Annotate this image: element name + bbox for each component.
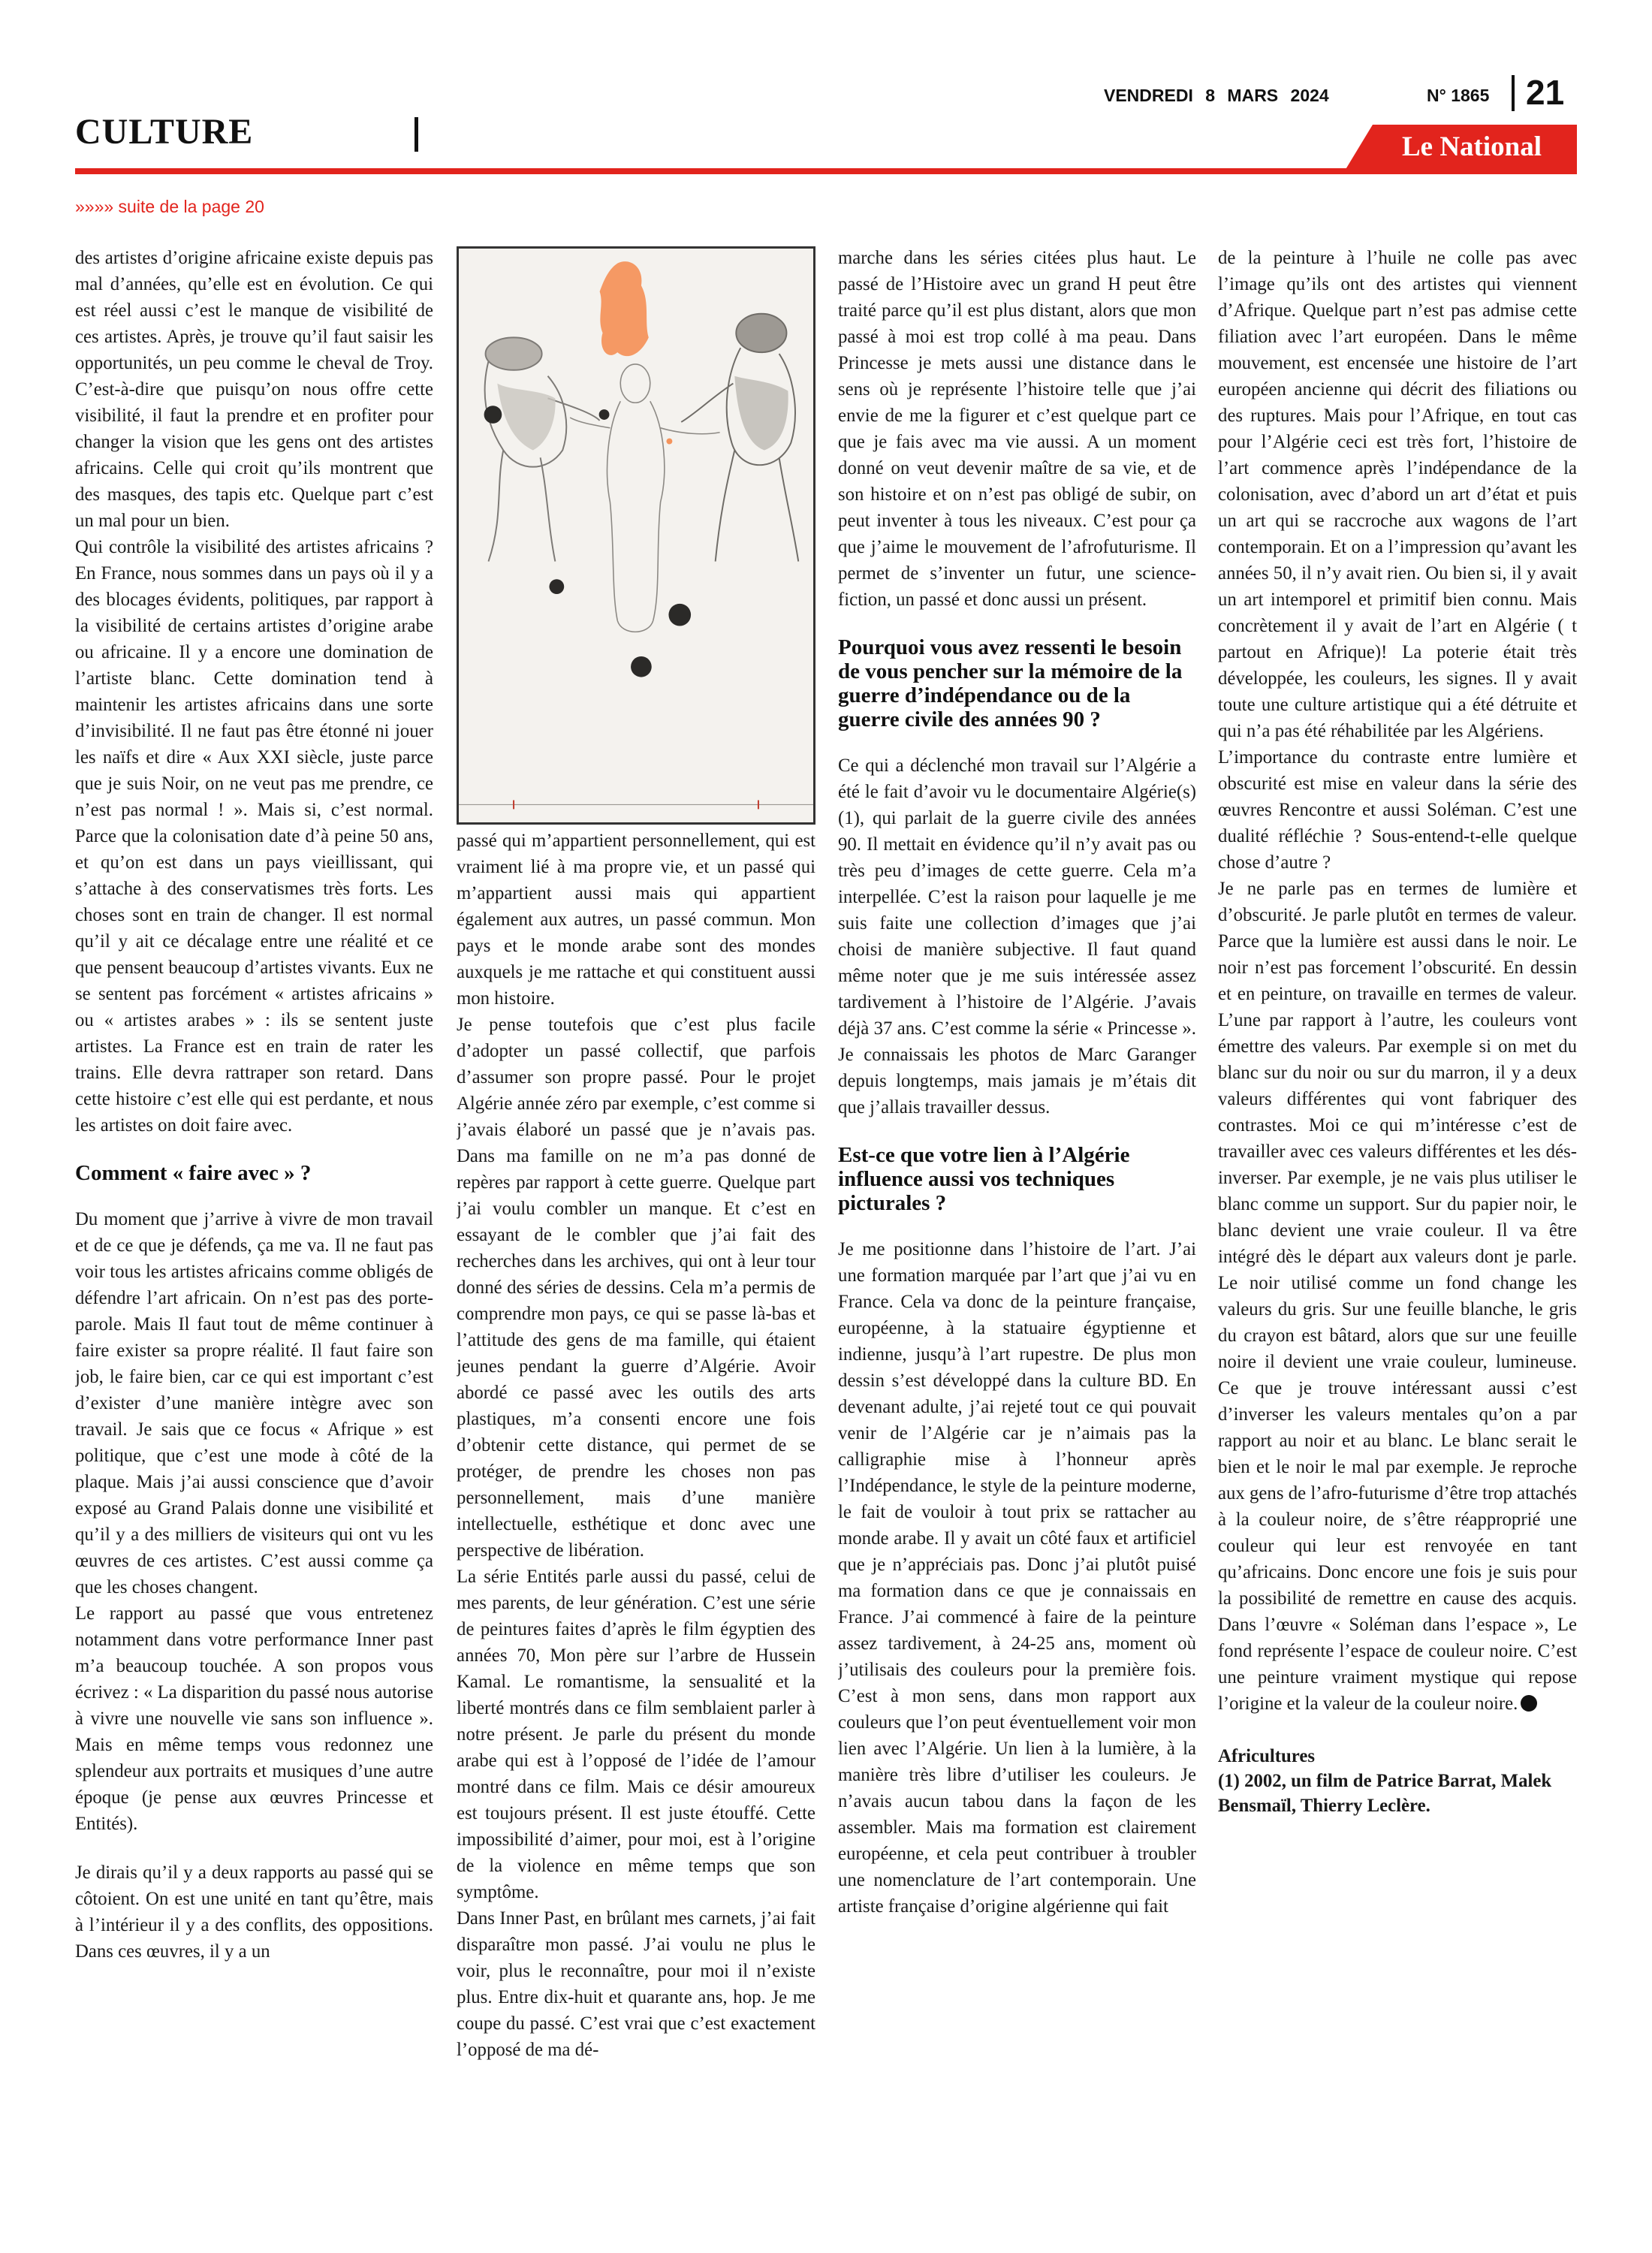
continued-from-link[interactable]: »»»» suite de la page 20 [75, 197, 264, 216]
paragraph: La série Entités parle aussi du passé, celui de mes parents, de leur génération. C’est une série de peintures faites d’après le film égyptien des années 70, Mon père sur l’arbre de Hussein Kamal. Le romantisme, la sensualité et la liberté montrés dans ce film semblaient parler à notre présent. Je parle du présent du monde arabe qui est à l’opposé de l’idée de l’amour montré dans ce film. Mais ce désir amoureux est toujours présent. Il est juste étouffé. Cette impossibilité d’aimer, pour moi, est à l’origine de la violence en même temps que son symptôme. [457, 1567, 815, 1902]
issue-date: VENDREDI 8 MARS 2024 [1104, 86, 1329, 105]
article-column-2 [457, 828, 815, 2217]
paragraph: Le rapport au passé que vous entretenez notamment dans votre performance Inner past m’a beaucoup touchée. A son propos vous écrivez : « La disparition du passé nous autorise à vivre une nouvelle vie sans son influence ». Mais en même temps vous redonnez une splendeur aux portraits et musiques d’une autre époque (je pense aux œuvres Princesse et Entités). [75, 1603, 433, 1834]
paragraph [1218, 876, 1577, 1717]
paragraph: Je pense toutefois que c’est plus facile d’adopter un passé collectif, que parfois d’assumer son propre passé. Pour le projet Algérie année zéro par exemple, c’est comme si j’avais élaboré un passé que je n’avais pas. Dans ma famille on ne m’a pas donné de repères par rapport à cette guerre. Quelque part j’ai voulu combler un manque. Et c’est en essayant de le combler que j’ai fait des recherches dans les archives, qui ont à leur tour donné des séries de dessins. Cela m’a permis de comprendre mon pays, ce qui se passe là-bas et l’attitude des gens de ma famille, qui étaient jeunes pendant la guerre d’Algérie. Avoir abordé ce passé avec les outils des arts plastiques, m’a consenti encore une fois d’obtenir cette distance, qui permet de se protéger, de prendre les choses non pas personnellement, mais d’une manière intellectuelle, esthétique et donc avec une perspective de libération. [457, 1015, 815, 1561]
paragraph: Ce qui a déclenché mon travail sur l’Algérie a été le fait d’avoir vu le documentaire Algérie(s) (1), qui parlait de la guerre civile des années 90. Il mettait en évidence qu’il n’y avait pas ou très peu d’images de cette guerre. Cela m’a interpellée. C’est la raison pour laquelle je me suis faite une collection d’images que j’ai choisi de manière subjective. Il faut quand même noter que je me suis intéressée assez tardivement à l’histoire de l’Algérie. J’avais déjà 37 ans. C’est comme la série « Princesse ». Je connaissais les photos de Marc Garanger depuis longtemps, mais jamais je m’étais dit que j’allais travailler dessus. [838, 756, 1196, 1117]
article-credits [1218, 1744, 1577, 1818]
paragraph: Du moment que j’arrive à vivre de mon travail et de ce que je défends, ça me va. Il ne faut pas voir tous les artistes africains comme obligés de défendre l’art africain. On n’est pas des porte-parole. Mais Il faut tout de même continuer à faire exister sa propre réalité. Il faut faire son job, le faire bien, car ce qui est important c’est d’exister d’une manière intègre avec son travail. Je sais que ce focus « Afrique » est politique, que c’est une mode à côté de la plaque. Mais j’ai aussi conscience que d’avoir exposé au Grand Palais donne une visibilité et qu’il y a des milliers de visiteurs qui ont vu les œuvres de ces artistes. C’est aussi comme ça que les choses changent. [75, 1209, 433, 1597]
page-number-divider [1512, 75, 1515, 111]
page-number: 21 [1526, 73, 1565, 112]
paragraph: L’importance du contraste entre lumière et obscurité est mise en valeur dans la série des œuvres Rencontre et aussi Soléman. C’est une dualité réfléchie ? Sous-entend-t-elle quelque chose d’autre ? [1218, 747, 1577, 873]
artwork-image [457, 246, 815, 825]
paragraph: des artistes d’origine africaine existe depuis pas mal d’années, qu’elle est en évolution. Ce qui est réel aussi c’est le manque de visibilité de ces artistes. Après, je trouve qu’il faut saisir les opportunités, un peu comme le cheval de Troy. C’est-à-dire que puisqu’on nous offre cette visibilité, il faut la prendre et en profiter pour changer la vision que les gens ont des artistes africains. Celle qui croit qu’ils montrent que des masques, des tapis etc. Quelque part c’est un mal pour un bien. [75, 248, 433, 531]
issue-number: N° 1865 [1427, 86, 1490, 105]
question-heading: Est-ce que votre lien à l’Algérie influence aussi vos techniques picturales ? [838, 1143, 1130, 1215]
paragraph: Je me positionne dans l’histoire de l’art. J’ai une formation marquée par l’art que j’ai vu en France. Cela va donc de la peinture française, européenne, à la statuaire égyptienne et indienne, jusqu’à l’art rupestre. De plus mon dessin s’est développé dans la culture BD. En devenant adulte, j’ai rejeté tout ce qui pouvait venir de l’Algérie car je n’aimais pas la calligraphie mise à l’honneur après l’Indépendance, le style de la peinture moderne, le fait de vouloir à tout prix se rattacher au monde arabe. Il y avait un côté faux et artificiel que je n’appréciais pas. Donc j’ai plutôt puisé ma formation dans ce que je connaissais en France. J’ai commencé à faire de la peinture assez tardivement, à 24-25 ans, moment où j’utilisais des couleurs pour la première fois. C’est à mon sens, dans mon rapport aux couleurs que l’on peut éventuellement voir mon lien avec l’Algérie. Un lien à la lumière, à la manière très libre d’utiliser les couleurs. Je n’avais aucun tabou dans la façon de les assembler. Mais ma formation est clairement européenne, et cela peut contribuer à troubler une nomenclature de l’art contemporain. Une artiste française d’origine algérienne qui fait [838, 1239, 1196, 1917]
question-heading: Comment « faire avec » ? [75, 1161, 312, 1185]
paragraph: Qui contrôle la visibilité des artistes africains ? En France, nous sommes dans un pays où il y a des blocages évidents, politiques, par rapport à la visibilité de certains artistes d’origine arabe ou africaine. Il y a encore une domination de l’artiste blanc. Cette domination tend à maintenir les artistes africains dans une sorte d’invisibilité. Il ne faut pas être étonné ni jouer les naïfs et dire « Aux XXI siècle, juste parce que je suis Noir, on ne veut pas me prendre, ce n’est pas normal ! ». Mais si, c’est normal. Parce que la colonisation date d’à peine 50 ans, et qu’on est dans un pays vieillissant, qui s’attache à des conservatismes très forts. Les choses sont en train de changer. Il est normal qu’il y ait ce décalage entre une réalité et ce que pensent beaucoup d’artistes vivants. Eux ne se sentent pas forcément « artistes africains » ou « artistes arabes » : ils se sentent juste artistes. La France est en train de rater les trains. Elle devra rattraper son retard. Dans cette histoire c’est elle qui est perdante, et nous les artistes on doit faire avec. [75, 537, 433, 1136]
article-column-4 [1218, 245, 1577, 2212]
section-divider [415, 117, 418, 152]
header-rule [75, 168, 1577, 174]
source-credit: Africultures [1218, 1746, 1316, 1766]
masthead-title: Le National [1401, 131, 1542, 162]
question-heading: Pourquoi vous avez ressenti le besoin de vous pencher sur la mémoire de la guerre d’indépendance ou de la guerre civile des années 90 ? [838, 635, 1183, 731]
paragraph: marche dans les séries citées plus haut. Le passé de l’Histoire avec un grand H peut être traité parce qu’il est plus distant, alors que mon passé à moi est trop collé à ma peau. Dans Princesse je mets aussi une distance dans le sens où je représente l’histoire telle que j’ai envie de me la figurer et c’est quelque part ce que je fais avec ma vie aussi. A un moment donné on veut devenir maître de sa vie, et de son histoire et on n’est pas obligé de subir, on peut inventer à tous les niveaux. C’est pour ça que j’aime le mouvement de l’afrofuturisme. Il permet de s’inventer un futur, une science-fiction, un passé et donc aussi un présent. [838, 248, 1196, 610]
paragraph: de la peinture à l’huile ne colle pas avec l’image qu’ils ont des artistes qui viennent d’Afrique. Quelque part n’est pas admise cette filiation avec l’art européen. Dans le même mouvement, est encensée une histoire de l’art européen ancienne qui décrit des filiations ou des ruptures. Mais pour l’Afrique, en tout cas pour l’Algérie ceci est très fort, l’histoire de l’art commence après l’indépendance de la colonisation, avec d’abord un art d’état et puis un art qui se raccroche aux wagons de l’art contemporain. Et on a l’impression qu’avant les années 50, il n’y avait rien. Ou bien si, il y avait un art intemporel et primitif bien connu. Mais concrètement il y avait de l’art en Algérie ( t partout en Afrique)! La poterie était très développée, les couleurs, les signes. Il y avait toute une culture artistique qui a été détruite et qui n’a pas été réhabilitée par les Algériens. [1218, 248, 1577, 741]
footnote: (1) 2002, un film de Patrice Barrat, Malek Bensmaïl, Thierry Leclère. [1218, 1771, 1552, 1816]
article-column-3 [838, 245, 1196, 2212]
paragraph-text: Je ne parle pas en termes de lumière et d’obscurité. Je parle plutôt en termes de valeur. Parce que la lumière est aussi dans le noir. Le noir n’est pas forcement l’obscurité. En dessin et en peinture, on travaille en termes de valeur. L’une par rapport à l’autre, les couleurs vont émettre des valeurs. Par exemple si on met du blanc sur du noir ou sur du marron, il y a deux valeurs différentes qui vont fabriquer des contrastes. Moi ce qui m’intéresse c’est de travailler avec ces valeurs différentes et les dés-inverser. Par exemple, je ne vais plus utiliser le blanc comme un support. Sur du papier noir, le blanc devient une vraie couleur. Il va être intégré dès le départ aux valeurs dont je parle. Le noir utilisé comme un fond change les valeurs du gris. Sur une feuille blanche, le gris du crayon est bâtard, alors que sur une feuille noire il devient une vraie couleur, lumineuse. Ce que je trouve intéressant aussi c’est d’inverser les valeurs mentales qu’on a par rapport au noir et au blanc. Le blanc serait le bien et le noir le mal par exemple. Je reproche aux gens de l’afro-futurisme d’être trop attachés à la couleur noire, de s’être réapproprié une couleur qui leur est renvoyée en tant qu’africains. Donc encore une fois je suis pour la possibilité de remettre en cause des acquis. Dans l’œuvre « Soléman dans l’espace », Le fond représente l’espace de couleur noire. C’est une peinture vraiment mystique qui repose l’origine et la valeur de la couleur noire. [1218, 879, 1577, 1714]
artwork-drawing [459, 249, 813, 822]
section-title: CULTURE [75, 112, 254, 152]
paragraph: passé qui m’appartient personnellement, qui est vraiment lié à ma propre vie, et un passé qui m’appartient aussi mais qui appartient également aux autres, un passé commun. Mon pays et le monde arabe sont des mondes auxquels je me rattache et qui constituent aussi mon histoire. [457, 831, 815, 1009]
article-column-1 [75, 245, 433, 2212]
paragraph: Je dirais qu’il y a deux rapports au passé qui se côtoient. On est une unité en tant qu’être, mais à l’intérieur il y a des conflits, des oppositions. Dans ces œuvres, il y a un [75, 1862, 433, 1962]
paragraph: Dans Inner Past, en brûlant mes carnets, j’ai fait disparaître mon passé. J’ai voulu ne plus le voir, plus le reconnaître, pour moi il n’existe plus. Entre dix-huit et quarante ans, hop. Je me coupe du passé. C’est vrai que c’est exactement l’opposé de ma dé- [457, 1908, 815, 2060]
black-dot-icon [1521, 1695, 1537, 1712]
